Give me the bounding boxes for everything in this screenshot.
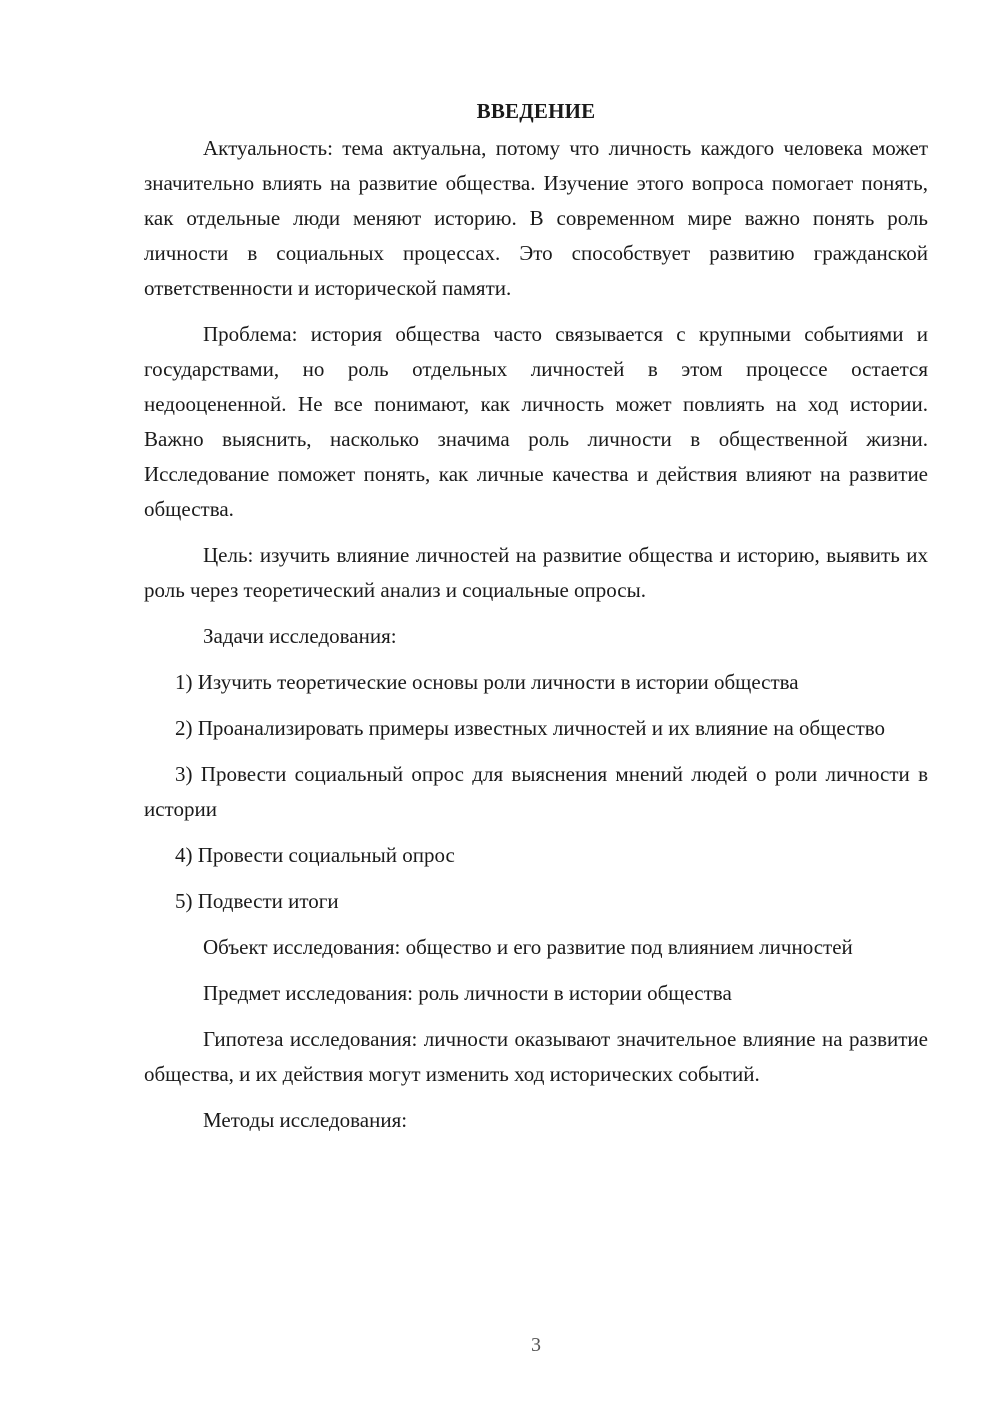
paragraph-hypothesis: Гипотеза исследования: личности оказывают значительное влияние на развитие общества, и их действия могут изменить ход исторических событий. — [144, 1027, 928, 1086]
paragraph-tasks-label: Задачи исследования: — [203, 624, 397, 648]
paragraph-relevance: Актуальность: тема актуальна, потому что личность каждого человека может значительно влиять на развитие общества. Изучение этого вопроса помогает понять, как отдельные люди меняют историю. В современном мире важно понять роль личности в социальных процессах. Это способствует развитию гражданской ответственности и исторической памяти. — [144, 136, 928, 300]
document-page — [144, 96, 928, 1149]
paragraph-problem: Проблема: история общества часто связывается с крупными событиями и государствами, но роль отдельных личностей в этом процессе остается недооцененной. Не все понимают, как личность может повлиять на ход истории. Важно выяснить, насколько значима роль личности в общественной жизни. Исследование поможет понять, как личные качества и действия влияют на развитие общества. — [144, 322, 928, 521]
paragraph-goal: Цель: изучить влияние личностей на развитие общества и историю, выявить их роль через теоретический анализ и социальные опросы. — [144, 543, 928, 602]
paragraph-methods-label: Методы исследования: — [203, 1108, 408, 1132]
task-item: 1) Изучить теоретические основы роли личности в истории общества — [175, 670, 799, 694]
paragraph-subject: Предмет исследования: роль личности в истории общества — [203, 981, 732, 1005]
section-heading: ВВЕДЕНИЕ — [476, 99, 596, 123]
task-item: 4) Провести социальный опрос — [175, 843, 455, 867]
task-item: 2) Проанализировать примеры известных личностей и их влияние на общество — [175, 716, 886, 740]
task-item: 3) Провести социальный опрос для выяснения мнений людей о роли личности в истории — [144, 762, 928, 821]
paragraph-object: Объект исследования: общество и его развитие под влиянием личностей — [203, 935, 853, 959]
task-item: 5) Подвести итоги — [175, 889, 339, 913]
page-number: 3 — [531, 1334, 541, 1356]
